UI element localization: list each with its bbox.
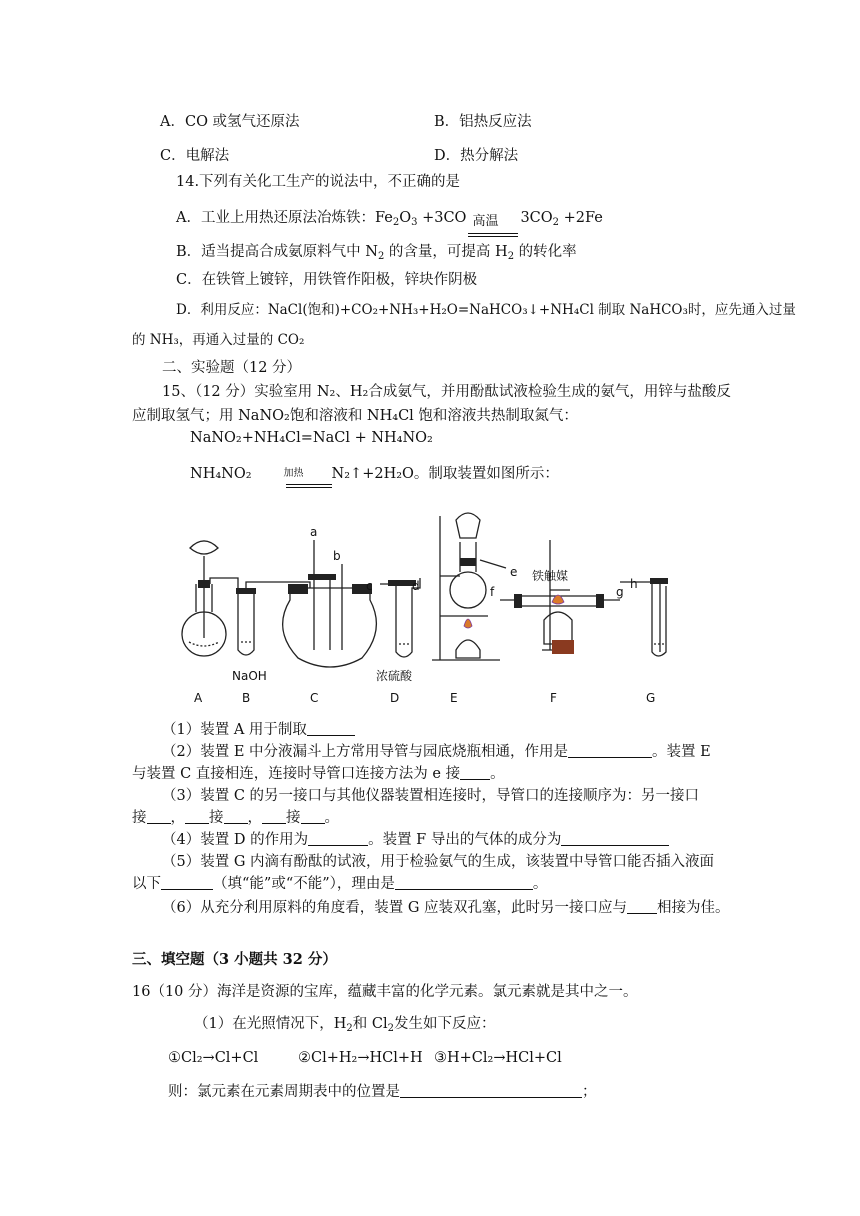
option-14-b-mid: 的含量，可提高 H — [384, 244, 508, 260]
q15-part3-text-d: 接 — [209, 810, 224, 826]
option-13-c: C．电解法 — [160, 148, 230, 164]
option-13-d: D．热分解法 — [434, 148, 519, 164]
answer-blank[interactable] — [400, 1083, 582, 1098]
section-2-title: 二、实验题（12 分） — [162, 360, 302, 376]
q15-part2-line1 — [162, 742, 711, 762]
port-label-h: h — [630, 577, 638, 591]
option-14-c: C．在铁管上镀锌，用铁管作阳极，锌块作阴极 — [176, 272, 478, 288]
reagent-naoh-label: NaOH — [232, 669, 267, 683]
q15-part5-line2 — [132, 874, 547, 894]
answer-blank[interactable] — [460, 765, 490, 780]
q15-part2-text-c: 与装置 C 直接相连，连接时导管口连接方法为 e 接 — [132, 766, 461, 782]
answer-blank[interactable] — [395, 875, 533, 890]
q15-part2-line2 — [132, 764, 505, 784]
q15-part4-text-b: 。装置 F 导出的气体的成分为 — [368, 832, 562, 848]
answer-blank[interactable] — [308, 831, 368, 846]
apparatus-label-a: A — [194, 691, 203, 705]
equation-1: NaNO₂+NH₄Cl=NaCl + NH₄NO₂ — [190, 430, 433, 446]
equation-2 — [190, 464, 559, 484]
option-14-a-mid2: +3CO — [417, 210, 467, 226]
question-15-line1: 15、（12 分）实验室用 N₂、H₂合成氨气，并用酚酞试液检验生成的氨气，用锌与盐酸反 — [162, 384, 731, 400]
q15-part5-text-c: （填“能”或“不能”），理由是 — [213, 876, 395, 892]
port-label-f: f — [490, 585, 495, 599]
apparatus-figure — [180, 500, 680, 712]
condition-high-temp: 高温 — [472, 214, 499, 229]
answer-blank[interactable] — [262, 809, 286, 824]
port-label-c: c — [366, 579, 373, 593]
q16-last-pre: 则：氯元素在元素周期表中的位置是 — [168, 1084, 400, 1100]
q15-part2-text-a: （2）装置 E 中分液漏斗上方常用导管与园底烧瓶相通，作用是 — [162, 744, 569, 760]
equation-2-right: N₂↑+2H₂O。制取装置如图所示： — [331, 466, 559, 482]
q15-part2-text-d: 。 — [490, 766, 505, 782]
q15-part5-line1: （5）装置 G 内滴有酚酞的试液，用于检验氨气的生成，该装置中导管口能否插入液面 — [162, 854, 715, 870]
answer-blank[interactable] — [224, 809, 248, 824]
apparatus-label-c: C — [310, 691, 319, 705]
q15-part4 — [162, 830, 669, 850]
port-label-d: d — [412, 579, 420, 593]
answer-blank[interactable] — [301, 809, 325, 824]
apparatus-label-d: D — [390, 691, 400, 705]
option-14-a-pre: A．工业上用热还原法冶炼铁：Fe — [176, 210, 393, 226]
answer-blank[interactable] — [185, 809, 209, 824]
option-14-d-line1: D．利用反应：NaCl(饱和)+CO₂+NH₃+H₂O=NaHCO₃↓+NH₄Cl 制取 NaHCO₃时，应先通入过量 — [176, 302, 796, 318]
answer-blank[interactable] — [627, 899, 657, 914]
apparatus-label-e: E — [450, 691, 458, 705]
q15-part6-text-b: 相接为佳。 — [657, 900, 730, 916]
answer-blank[interactable] — [161, 875, 213, 890]
question-15-line2: 应制取氢气；用 NaNO₂饱和溶液和 NH₄Cl 饱和溶液共热制取氮气： — [132, 408, 578, 424]
equation-2-left: NH₄NO₂ — [190, 466, 252, 482]
option-14-a-post: 3CO — [520, 210, 553, 226]
q15-part6 — [162, 898, 730, 918]
option-14-a: A．工业上用热还原法冶炼铁：$Fe_2O_3 +3CO$ 高温 $3CO_2 +2Fe$ — [176, 208, 603, 233]
question-16: 16（10 分）海洋是资源的宝库，蕴藏丰富的化学元素。氯元素就是其中之一。 — [132, 984, 638, 1000]
option-13-a: A．CO 或氢气还原法 — [160, 114, 300, 130]
option-14-b-post: 的转化率 — [514, 244, 577, 260]
question-16-part1: （1）在光照情况下，$H_2$和 $Cl_2$发生如下反应： — [194, 1016, 496, 1034]
reaction-1: ①Cl₂→Cl+Cl — [168, 1050, 259, 1066]
answer-blank[interactable] — [147, 809, 171, 824]
q15-part1 — [162, 720, 355, 740]
question-16-last — [168, 1082, 597, 1102]
option-14-d-line2: 的 NH₃，再通入过量的 CO₂ — [132, 332, 305, 348]
q15-part2-text-b: 。装置 E — [652, 744, 711, 760]
section-3-title: 三、填空题（3 小题共 32 分） — [132, 951, 337, 968]
q15-part3-text-f: 接 — [286, 810, 301, 826]
q15-part5-text-b: 以下 — [132, 876, 161, 892]
catalyst-label: 铁触媒 — [532, 569, 569, 583]
reagent-sulfuric-acid-label: 浓硫酸 — [376, 669, 413, 683]
q16-part1-pre: （1）在光照情况下，H — [194, 1016, 347, 1032]
port-label-g: g — [616, 585, 624, 599]
question-14-stem: 14.下列有关化工生产的说法中，不正确的是 — [176, 174, 461, 190]
q16-part1-post: 发生如下反应： — [393, 1016, 496, 1032]
q15-part3-text-e: ， — [247, 810, 262, 826]
port-label-e: e — [510, 565, 518, 579]
q16-last-post: ； — [582, 1084, 597, 1100]
reaction-2: ②Cl+H₂→HCl+H — [298, 1050, 423, 1066]
q15-part3-line2 — [132, 808, 339, 828]
option-13-b: B．铝热反应法 — [434, 114, 532, 130]
q15-part3-line1: （3）装置 C 的另一接口与其他仪器装置相连接时，导管口的连接顺序为：另一接口 — [162, 788, 700, 804]
answer-blank[interactable] — [561, 831, 669, 846]
port-label-b: b — [333, 549, 341, 563]
q15-part3-text-b: 接 — [132, 810, 147, 826]
option-14-b: B．适当提高合成氨原料气中 $N_2$ 的含量，可提高 $H_2$ 的转化率 — [176, 244, 577, 262]
q15-part1-text: （1）装置 A 用于制取 — [162, 722, 307, 738]
apparatus-label-g: G — [646, 691, 656, 705]
q15-part3-text-g: 。 — [324, 810, 339, 826]
answer-blank[interactable] — [568, 743, 652, 758]
port-label-a: a — [310, 525, 318, 539]
condition-heat: 加热 — [283, 468, 304, 479]
q15-part3-text-c: ， — [170, 810, 185, 826]
reaction-3: ③H+Cl₂→HCl+Cl — [434, 1050, 562, 1066]
apparatus-label-b: B — [242, 691, 251, 705]
q15-part4-text-a: （4）装置 D 的作用为 — [162, 832, 309, 848]
q15-part6-text-a: （6）从充分利用原料的角度看，装置 G 应装双孔塞，此时另一接口应与 — [162, 900, 628, 916]
apparatus-label-f: F — [550, 691, 557, 705]
option-14-a-mid: O — [399, 210, 412, 226]
option-14-a-end: +2Fe — [559, 210, 603, 226]
q16-part1-mid: 和 Cl — [352, 1016, 388, 1032]
answer-blank[interactable] — [307, 721, 355, 736]
option-14-b-pre: B．适当提高合成氨原料气中 N — [176, 244, 378, 260]
q15-part5-text-d: 。 — [532, 876, 548, 892]
